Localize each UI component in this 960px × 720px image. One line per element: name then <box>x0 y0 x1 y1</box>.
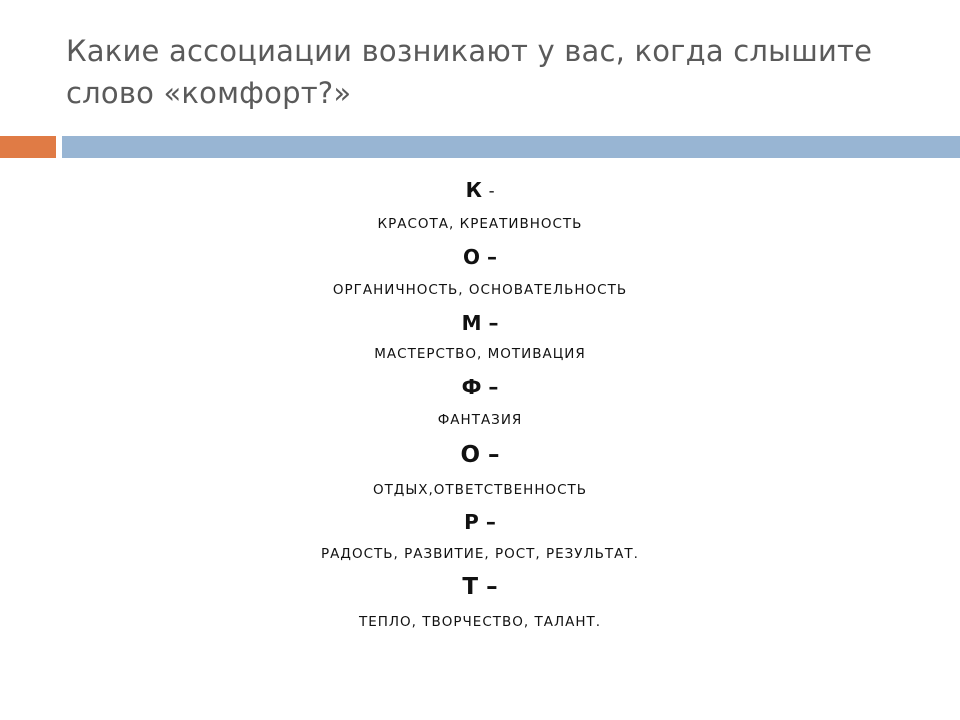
entry-words-o: ОРГАНИЧНОСТЬ, ОСНОВАТЕЛЬНОСТЬ <box>332 282 628 298</box>
entry-letter: Ф <box>461 375 482 399</box>
entry-dash: – <box>488 185 495 198</box>
entry-words-f: ФАНТАЗИЯ <box>437 412 523 428</box>
entry-letter: Т <box>462 574 479 600</box>
entry-dash: – <box>488 442 500 468</box>
entry-dash: – <box>486 574 498 600</box>
entry-letter-o2 <box>0 443 960 467</box>
entry-dash: – <box>486 245 497 269</box>
entry-dash: – <box>485 510 496 534</box>
title-accent-bar <box>0 136 56 158</box>
entry-letter-o <box>0 245 960 269</box>
slide-title: Какие ассоциации возникают у вас, когда слышите слово «комфорт?» <box>66 34 873 110</box>
entry-letter: М <box>461 311 482 335</box>
entry-letter-m <box>0 311 960 335</box>
entry-words-r: РАДОСТЬ, РАЗВИТИЕ, РОСТ, РЕЗУЛЬТАТ. <box>321 546 639 562</box>
entry-words-t: ТЕПЛО, ТВОРЧЕСТВО, ТАЛАНТ. <box>358 614 602 630</box>
entry-letter: К <box>465 178 482 202</box>
entry-words-k: КРАСОТА, КРЕАТИВНОСТЬ <box>377 216 583 232</box>
entry-letter: Р <box>464 510 479 534</box>
entry-dash: – <box>488 311 499 335</box>
entry-words-o2: ОТДЫХ,ОТВЕТСТВЕННОСТЬ <box>372 482 588 498</box>
entry-dash: – <box>488 375 499 399</box>
entry-words-m: МАСТЕРСТВО, МОТИВАЦИЯ <box>374 346 586 362</box>
entry-letter-k <box>0 178 960 204</box>
title-rule-bar <box>62 136 960 158</box>
entry-letter: О <box>460 442 481 468</box>
entry-letter-f <box>0 375 960 399</box>
entry-letter-t <box>0 575 960 599</box>
entry-letter: О <box>463 245 481 269</box>
entry-letter-r <box>0 510 960 534</box>
